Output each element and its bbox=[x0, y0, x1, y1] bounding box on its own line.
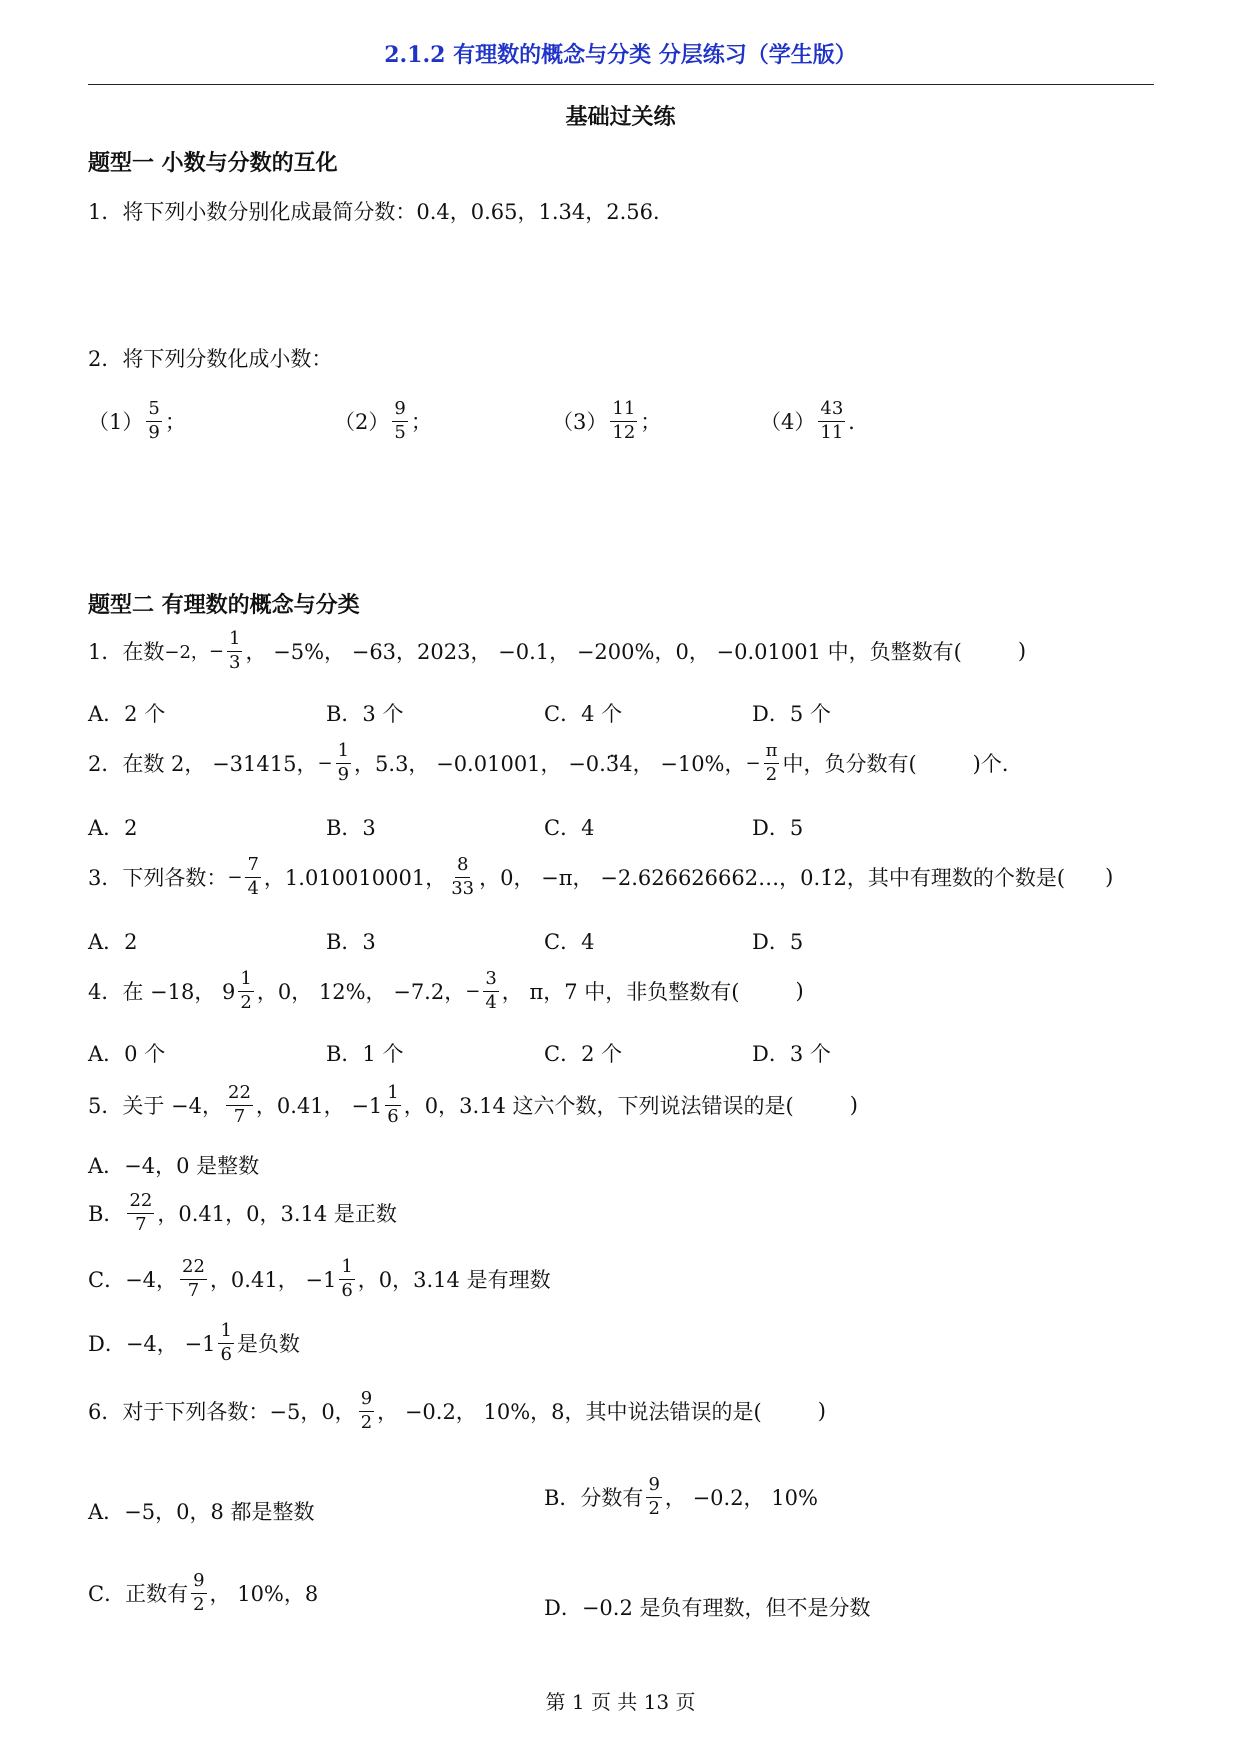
fraction: $\frac{3}{4}$ bbox=[485, 968, 497, 1013]
q4-option-a[interactable]: A．0 个 bbox=[88, 1042, 166, 1066]
header-divider bbox=[88, 84, 1154, 85]
q3-option-a[interactable]: A．2 bbox=[88, 930, 138, 954]
q2-option-a[interactable]: A．2 bbox=[88, 816, 138, 840]
q3-option-d[interactable]: D．5 bbox=[752, 930, 804, 954]
q5-option-d[interactable]: D．−4， −1 $\frac{1}{6}$ 是负数 bbox=[88, 1320, 300, 1365]
q6-option-d[interactable]: D．−0.2 是负有理数，但不是分数 bbox=[544, 1596, 871, 1620]
q1-option-a[interactable]: A．2 个 bbox=[88, 702, 166, 726]
page-number: 第 1 页 共 13 页 bbox=[545, 1690, 696, 1714]
q6-option-c[interactable]: C．正数有 $\frac{9}{2}$ ， 10%，8 bbox=[88, 1570, 319, 1615]
type1-heading: 题型一 小数与分数的互化 bbox=[88, 150, 338, 176]
fraction: $\frac{9}{2}$ bbox=[360, 1388, 373, 1433]
type1-item-2: （2） $\frac{9}{5}$ ； bbox=[334, 398, 432, 443]
fraction: $\frac{\pi}{2}$ bbox=[765, 740, 778, 785]
fraction: $\frac{1}{9}$ bbox=[337, 740, 350, 785]
item-label: （2） bbox=[334, 410, 390, 435]
q1-option-b[interactable]: B．3 个 bbox=[326, 702, 404, 726]
fraction: $\frac{1}{2}$ bbox=[240, 968, 252, 1013]
fraction: $\frac{22}{7}$ bbox=[228, 1082, 251, 1127]
type2-heading: 题型二 有理数的概念与分类 bbox=[88, 592, 360, 618]
fraction: $\frac{22}{7}$ bbox=[129, 1190, 153, 1235]
document-title: 2.1.2 有理数的概念与分类 分层练习（学生版） bbox=[384, 42, 857, 68]
q6-option-b[interactable]: B．分数有 $\frac{9}{2}$ ， −0.2， 10% bbox=[544, 1474, 818, 1519]
fraction: $\frac{1}{6}$ bbox=[341, 1256, 353, 1301]
fraction: $\frac{7}{4}$ bbox=[247, 854, 259, 899]
q3-option-c[interactable]: C．4 bbox=[544, 930, 595, 954]
fraction: $\frac{1}{6}$ bbox=[220, 1320, 232, 1365]
type2-question-2: 2．在数 2， −31415， − $\frac{1}{9}$ ，5.3， −0.01001， −0.3̈4， −10%， − $\frac{\pi}{2}$ 中，负分数有( )个． bbox=[88, 740, 1023, 785]
fraction: $\frac{9}{5}$ bbox=[394, 398, 406, 443]
type2-question-5: 5．关于 −4， $\frac{22}{7}$ ，0.41， −1 $\frac{1}{6}$ ，0，3.14 这六个数，下列说法错误的是( ) bbox=[88, 1082, 858, 1127]
q4-option-d[interactable]: D．3 个 bbox=[752, 1042, 831, 1066]
q5-option-c[interactable]: C．−4， $\frac{22}{7}$ ，0.41， −1 $\frac{1}{6}$ ，0，3.14 是有理数 bbox=[88, 1256, 551, 1301]
type1-item-4: （4） $\frac{43}{11}$ ． bbox=[760, 398, 870, 443]
q2-option-b[interactable]: B．3 bbox=[326, 816, 376, 840]
type2-question-6: 6．对于下列各数：−5，0， $\frac{9}{2}$ ， −0.2， 10%，8，其中说法错误的是( ) bbox=[88, 1388, 826, 1433]
q6-option-a[interactable]: A．−5，0，8 都是整数 bbox=[88, 1500, 315, 1524]
q5-option-a[interactable]: A．−4，0 是整数 bbox=[88, 1154, 260, 1178]
type1-question-1: 1．将下列小数分别化成最简分数：0.4，0.65，1.34，2.56． bbox=[88, 200, 675, 224]
item-label: （1） bbox=[88, 410, 144, 435]
fraction: $\frac{8}{33}$ bbox=[451, 854, 475, 899]
item-label: （3） bbox=[552, 410, 608, 435]
type1-item-1: （1） $\frac{5}{9}$ ； bbox=[88, 398, 186, 443]
fraction: $\frac{9}{2}$ bbox=[648, 1474, 660, 1519]
q4-option-b[interactable]: B．1 个 bbox=[326, 1042, 404, 1066]
fraction: $\frac{11}{12}$ bbox=[612, 398, 636, 443]
type1-question-2: 2．将下列分数化成小数： bbox=[88, 347, 333, 371]
item-label: （4） bbox=[760, 410, 816, 435]
type2-question-4: 4．在 −18， 9 $\frac{1}{2}$ ，0， 12%， −7.2， − $\frac{3}{4}$ ， π，7 中，非负整数有( ) bbox=[88, 968, 804, 1013]
fraction: $\frac{9}{2}$ bbox=[193, 1570, 205, 1615]
fraction: $\frac{5}{9}$ bbox=[148, 398, 160, 443]
q3-option-b[interactable]: B．3 bbox=[326, 930, 376, 954]
q2-option-c[interactable]: C．4 bbox=[544, 816, 595, 840]
fraction: $\frac{22}{7}$ bbox=[182, 1256, 205, 1301]
fraction: $\frac{1}{3}$ bbox=[229, 628, 241, 673]
q1-option-c[interactable]: C．4 个 bbox=[544, 702, 623, 726]
fraction: $\frac{43}{11}$ bbox=[820, 398, 844, 443]
type2-question-1: 1．在数 −2， − $\frac{1}{3}$ ， −5%， −63，2023， −0.1， −200%，0， −0.01001 中，负整数有( ) bbox=[88, 628, 1027, 673]
type2-question-3: 3．下列各数： − $\frac{7}{4}$ ，1.010010001， $\frac{8}{33}$ ，0， −π， −2.626626662…，0.1̇2̇，其中有理数的个数是( ) bbox=[88, 854, 1114, 899]
section-title: 基础过关练 bbox=[565, 104, 676, 130]
q2-option-d[interactable]: D．5 bbox=[752, 816, 804, 840]
type1-item-3: （3） $\frac{11}{12}$ ； bbox=[552, 398, 662, 443]
q4-option-c[interactable]: C．2 个 bbox=[544, 1042, 623, 1066]
q1-option-d[interactable]: D．5 个 bbox=[752, 702, 831, 726]
fraction: $\frac{1}{6}$ bbox=[387, 1082, 399, 1127]
q5-option-b[interactable]: B． $\frac{22}{7}$ ，0.41，0，3.14 是正数 bbox=[88, 1190, 397, 1235]
